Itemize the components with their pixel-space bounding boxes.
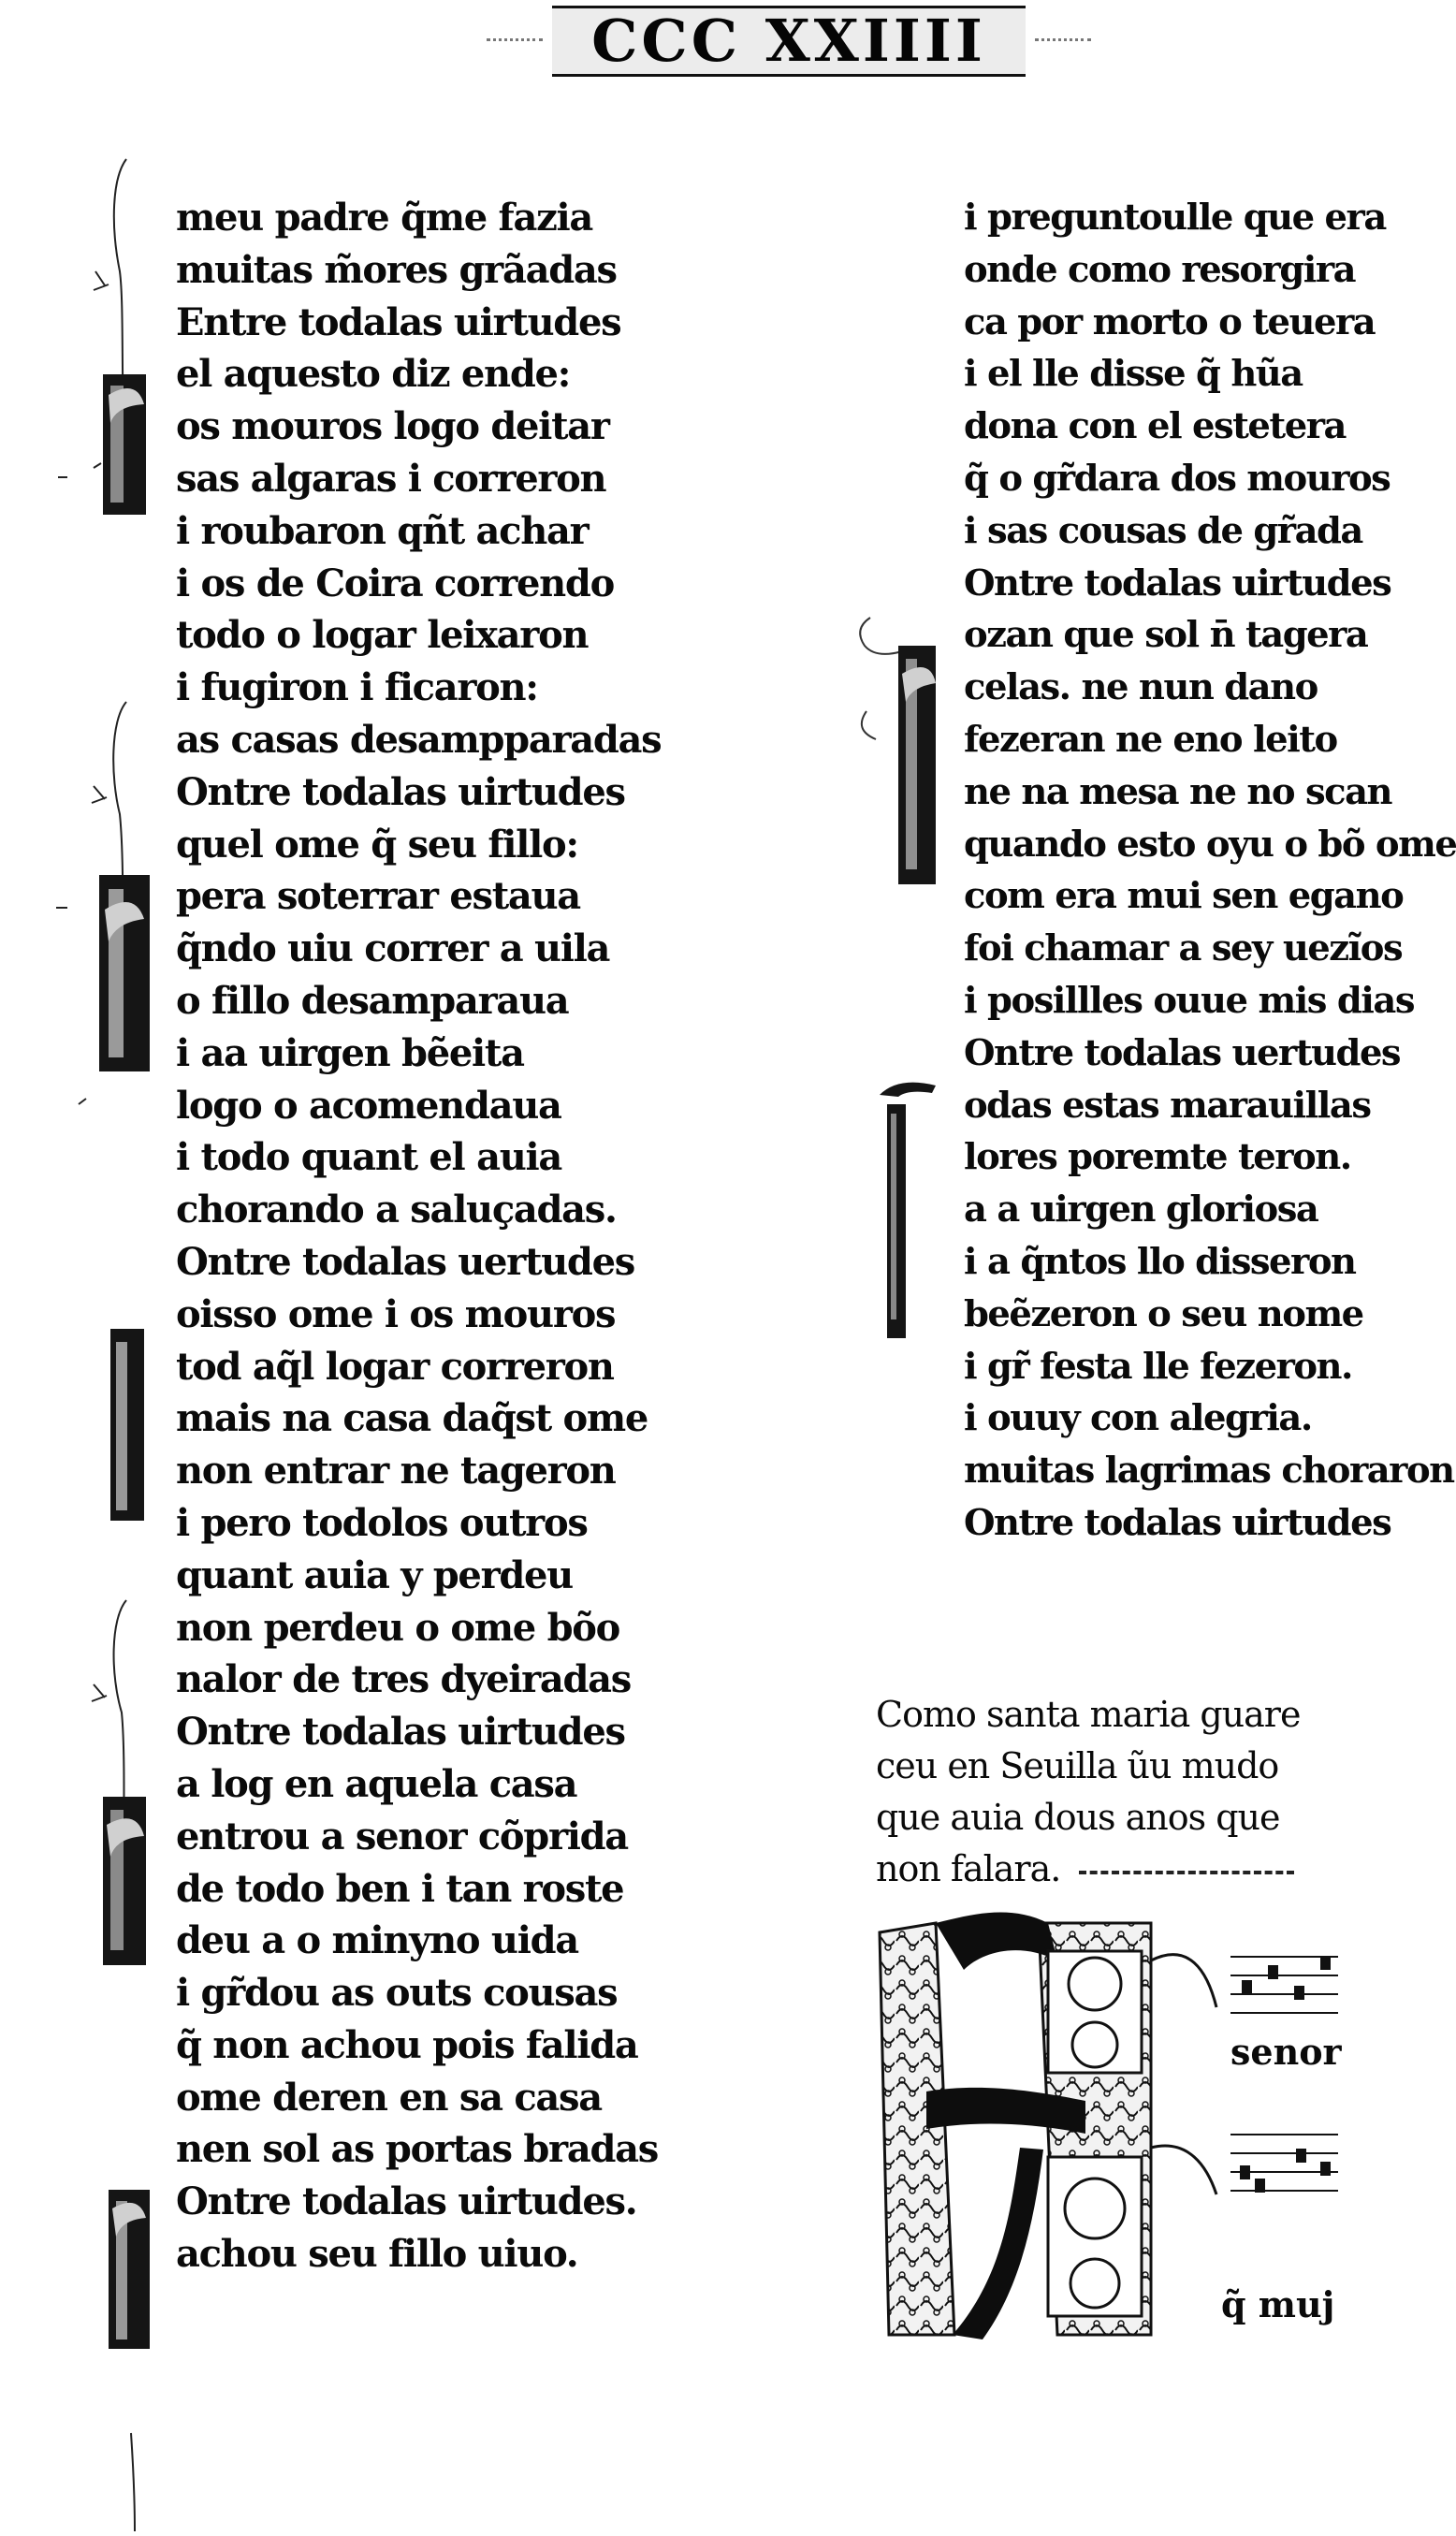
music-note — [1255, 2179, 1265, 2193]
text-line: quando esto oyu o bõ ome — [964, 823, 1456, 866]
text-line: i sas cousas de gr̃ada — [964, 509, 1362, 552]
text-line: nen sol as portas bradas — [176, 2127, 658, 2172]
text-line: de todo ben i tan roste — [176, 1866, 624, 1911]
music-notation — [1221, 1937, 1343, 2330]
text-line: ne na mesa ne no scan — [964, 770, 1392, 813]
text-line: nalor de tres dyeiradas — [176, 1657, 632, 1702]
text-line: meu padre q̃me fazia — [176, 196, 593, 240]
text-line: Entre todalas uirtudes — [176, 299, 621, 344]
text-line: Ontre todalas uirtudes — [964, 1501, 1391, 1544]
text-line: foi chamar a sey uezĩos — [964, 927, 1403, 970]
text-line: i el lle disse q̃ hũa — [964, 353, 1303, 396]
text-line: o fillo desamparaua — [176, 978, 569, 1023]
staff-line — [1230, 1975, 1338, 1976]
text-line: todo o logar leixaron — [176, 613, 589, 658]
text-line: entrou a senor cõprida — [176, 1814, 628, 1858]
rubric-heading — [876, 1689, 1344, 1895]
text-line: deu a o minyno uida — [176, 1918, 578, 1963]
rubric-line-text: non falara. — [876, 1848, 1061, 1889]
left-initials-decoration — [37, 140, 178, 2536]
text-line: lores poremte teron. — [964, 1136, 1351, 1179]
text-line: com era mui sen egano — [964, 875, 1404, 918]
text-line: i roubaron qñt achar — [176, 508, 589, 553]
rubric-line: ceu en Seuilla ũu mudo — [876, 1745, 1279, 1786]
text-line: i gr̃ festa lle fezeron. — [964, 1345, 1352, 1388]
text-line: mais na casa daq̃st ome — [176, 1396, 648, 1441]
text-line: i fugiron i ficaron: — [176, 665, 538, 710]
right-initials-decoration — [842, 599, 964, 1628]
text-line: q̃ o gr̃dara dos mouros — [964, 457, 1390, 500]
rubric-line: que auia dous anos que — [876, 1797, 1280, 1838]
music-note — [1320, 2162, 1331, 2176]
text-line: q̃ndo uiu correr a uila — [176, 926, 610, 971]
rubric-line: Como santa maria guare — [876, 1694, 1301, 1735]
text-line: celas. ne nun dano — [964, 666, 1318, 709]
text-line: Ontre todalas uirtudes — [176, 769, 625, 814]
staff-line — [1230, 2152, 1338, 2154]
folio-number: CCC XXIIII — [591, 7, 986, 75]
text-line: i aa uirgen bẽeita — [176, 1030, 524, 1075]
text-line: beẽzeron o seu nome — [964, 1292, 1363, 1335]
music-lyric: q̃ muj — [1221, 2283, 1335, 2325]
staff-line — [1230, 2190, 1338, 2192]
text-line: achou seu fillo uiuo. — [176, 2232, 578, 2277]
illuminated-initial-a — [870, 1904, 1235, 2344]
text-line: logo o acomendaua — [176, 1083, 561, 1128]
rubric-dash-filler — [1079, 1871, 1294, 1874]
text-line: i a q̃ntos llo disseron — [964, 1240, 1356, 1283]
rubric-line — [876, 1844, 1344, 1895]
text-line: os mouros logo deitar — [176, 404, 609, 449]
text-line: Ontre todalas uertudes — [176, 1239, 634, 1284]
text-line: Ontre todalas uirtudes — [176, 1710, 625, 1755]
text-line: Ontre todalas uirtudes. — [176, 2179, 637, 2224]
text-line: quant auia y perdeu — [176, 1552, 573, 1597]
text-line: el aquesto diz ende: — [176, 352, 571, 397]
text-line: i os de Coira correndo — [176, 561, 614, 605]
text-line: q̃ non achou pois falida — [176, 2022, 638, 2067]
text-line: i ouuy con alegria. — [964, 1397, 1312, 1440]
text-line: Ontre todalas uertudes — [964, 1031, 1401, 1074]
right-text-column — [964, 192, 1456, 1550]
staff-line — [1230, 2134, 1338, 2135]
text-line: chorando a saluçadas. — [176, 1188, 617, 1232]
text-line: dona con el estetera — [964, 405, 1346, 448]
text-line: odas estas marauillas — [964, 1084, 1371, 1127]
text-line: non entrar ne tageron — [176, 1449, 616, 1494]
text-line: fezeran ne eno leito — [964, 718, 1337, 761]
text-line: a a uirgen gloriosa — [964, 1188, 1318, 1232]
text-line: muitas m̃ores grãadas — [176, 247, 617, 292]
text-line: ca por morto o teuera — [964, 300, 1376, 343]
text-line: i preguntoulle que era — [964, 197, 1386, 239]
music-note — [1240, 2165, 1250, 2179]
music-note — [1320, 1956, 1331, 1970]
folio-dots-right — [1035, 38, 1091, 41]
text-line: sas algaras i correron — [176, 456, 606, 501]
folio-header — [552, 6, 1026, 77]
text-line: non perdeu o ome bõo — [176, 1605, 620, 1650]
music-note — [1242, 1980, 1252, 1994]
folio-dots-left — [487, 38, 543, 41]
text-line: onde como resorgira — [964, 248, 1356, 291]
music-note — [1268, 1965, 1278, 1979]
text-line: i posillles ouue mis dias — [964, 979, 1415, 1022]
text-line: i gr̃dou as outs cousas — [176, 1971, 618, 2016]
text-line: quel ome q̃ seu fillo: — [176, 822, 578, 867]
text-line: pera soterrar estaua — [176, 874, 580, 919]
music-note — [1294, 1986, 1304, 2000]
text-line: ozan que sol n̄ tagera — [964, 614, 1368, 657]
text-line: tod aq̃l logar correron — [176, 1344, 614, 1389]
text-line: i pero todolos outros — [176, 1500, 588, 1545]
text-line: ome deren en sa casa — [176, 2075, 602, 2120]
text-line: as casas desampparadas — [176, 717, 662, 762]
text-line: Ontre todalas uirtudes — [964, 561, 1391, 605]
music-lyric: senor — [1230, 2031, 1342, 2073]
text-line: i todo quant el auia — [176, 1135, 561, 1180]
music-note — [1296, 2149, 1306, 2163]
left-text-column — [176, 192, 662, 2281]
text-line: muitas lagrimas choraron — [964, 1450, 1454, 1493]
text-line: a log en aquela casa — [176, 1761, 577, 1806]
staff-line — [1230, 2012, 1338, 2014]
text-line: oisso ome i os mouros — [176, 1291, 616, 1336]
